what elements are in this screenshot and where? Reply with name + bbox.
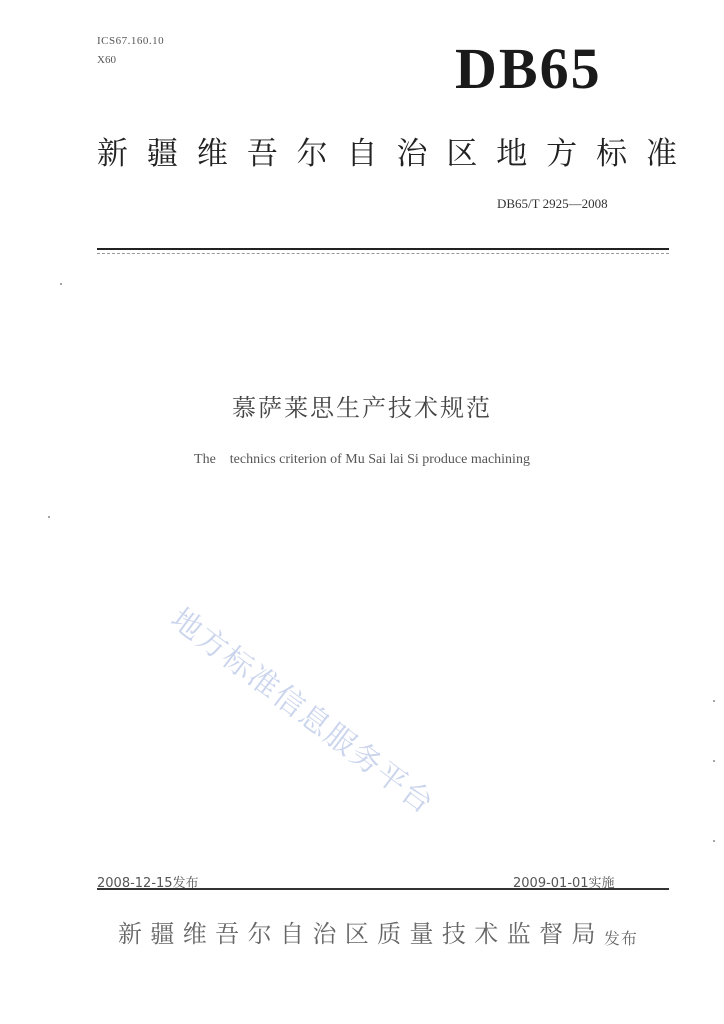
header-divider [97, 248, 669, 250]
standard-number: DB65/T 2925—2008 [497, 196, 608, 211]
heading-char: 新 [97, 136, 128, 172]
heading-char: 标 [596, 136, 628, 172]
issuer-char: 区 [344, 920, 370, 948]
issuing-authority [118, 914, 638, 949]
heading-char: 地 [496, 136, 528, 172]
db65-logo: DB65 [455, 36, 602, 101]
scan-speck [713, 840, 715, 842]
issuer-char: 质 [377, 920, 403, 948]
scan-speck [48, 516, 50, 518]
footer-divider [97, 888, 669, 890]
scan-speck [713, 700, 715, 702]
issuer-char: 局 [571, 920, 597, 948]
issuer-char: 疆 [150, 920, 176, 948]
standard-type-heading [97, 128, 677, 173]
issuer-char: 量 [409, 920, 435, 948]
issuer-char: 尔 [247, 920, 273, 948]
heading-char: 自 [346, 136, 378, 172]
issuer-char: 监 [506, 920, 532, 948]
document-title-chinese: 慕萨莱思生产技术规范 [232, 394, 492, 422]
issuer-char: 维 [182, 920, 208, 948]
implement-date: 2009-01-01实施 [513, 876, 615, 891]
document-title-english: The technics criterion of Mu Sai lai Si produce machining [194, 452, 530, 467]
issuer-char: 督 [539, 920, 565, 948]
heading-char: 区 [446, 136, 478, 172]
ics-code: ICS67.160.10 [97, 35, 165, 47]
issuer-char: 治 [312, 920, 338, 948]
heading-char: 准 [645, 136, 677, 172]
heading-char: 方 [546, 136, 578, 172]
issue-date: 2008-12-15发布 [97, 876, 199, 891]
heading-char: 吾 [246, 136, 278, 172]
heading-char: 疆 [146, 136, 178, 172]
heading-char: 维 [196, 136, 228, 172]
issuer-char: 术 [474, 920, 500, 948]
watermark: 地方标准信息服务平台 [164, 601, 441, 822]
heading-char: 治 [396, 136, 428, 172]
heading-char: 尔 [296, 136, 328, 172]
issuer-char: 吾 [215, 920, 241, 948]
issuer-char: 新 [118, 920, 143, 948]
header-divider-secondary [97, 253, 669, 254]
classification-code: X60 [97, 54, 116, 66]
issuer-char: 技 [441, 920, 467, 948]
scan-speck [60, 283, 62, 285]
scan-speck [713, 760, 715, 762]
issuer-tail: 发布 [603, 929, 638, 948]
issuer-char: 自 [279, 920, 305, 948]
